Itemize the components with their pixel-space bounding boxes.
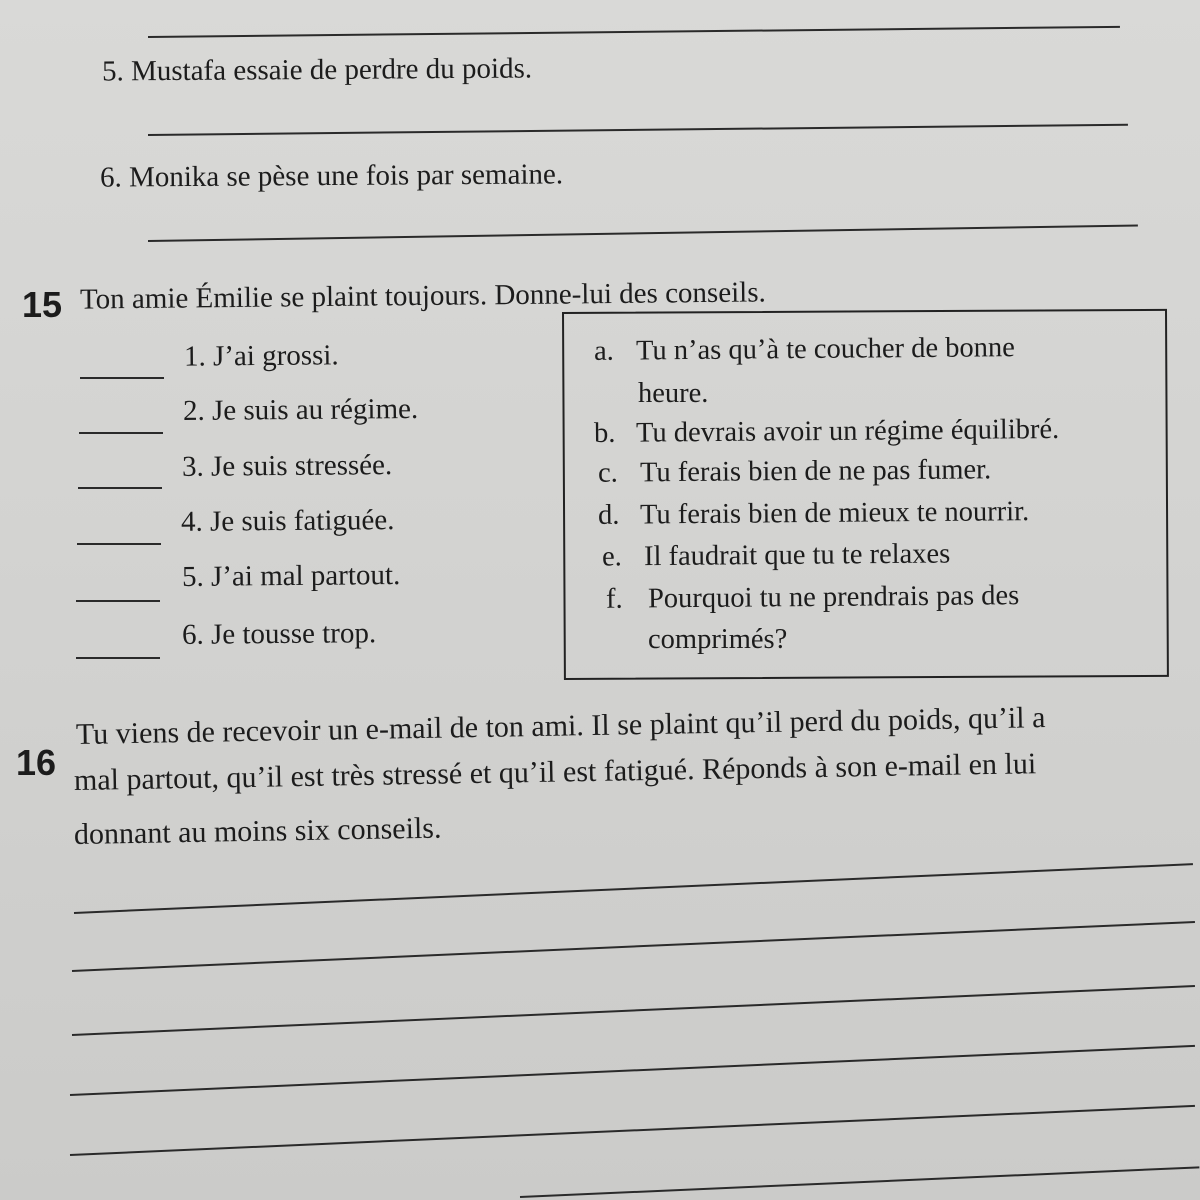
option-text: Il faudrait que tu te relaxes [643,538,951,573]
statement-3 [182,449,393,484]
option-label: d. [597,499,620,531]
question-16-line-1: Tu viens de recevoir un e-mail de ton ami. Il se plaint qu’il perd du poids, qu’il a [75,701,1046,751]
question-16-line-2: mal partout, qu’il est très stressé et qu’il est fatigué. Réponds à son e-mail en lui [73,747,1037,797]
statement-number: 4. [180,505,203,538]
option-a-continued: heure. [638,378,709,409]
statement-text: Je suis au régime. [211,392,419,427]
option-text: Tu ferais bien de mieux te nourrir. [639,496,1030,531]
answer-blank-6[interactable] [76,657,160,659]
answer-line[interactable] [148,26,1120,38]
question-15-instruction: Ton amie Émilie se plaint toujours. Donne-lui des conseils. [79,276,766,316]
writing-line[interactable] [72,921,1195,972]
item-text: Monika se pèse une fois par semaine. [128,158,564,194]
statement-number: 3. [181,450,204,483]
answer-blank-3[interactable] [78,487,162,489]
item-number: 5. [101,55,124,88]
option-f [606,580,1019,616]
option-a [594,332,1015,368]
statement-number: 6. [181,618,204,651]
statement-number: 1. [183,340,206,373]
statement-text: Je suis fatiguée. [209,504,395,538]
question-15-number: 15 [22,284,63,325]
statement-number: 5. [181,560,204,593]
option-label: a. [593,335,614,367]
previous-item-5 [102,52,532,88]
writing-line[interactable] [520,1166,1199,1198]
writing-line[interactable] [70,1105,1195,1156]
item-text: Mustafa essaie de perdre du poids. [130,52,533,88]
answer-blank-1[interactable] [80,377,164,379]
answer-blank-5[interactable] [76,600,160,602]
option-label: f. [605,583,623,615]
statement-1 [184,339,339,373]
answer-line[interactable] [148,124,1128,136]
option-text: Tu ferais bien de ne pas fumer. [639,454,992,489]
question-16-line-3: donnant au moins six conseils. [73,811,442,851]
statement-2 [183,393,418,428]
answer-blank-2[interactable] [79,432,163,434]
option-e [602,538,951,573]
option-b [594,414,1059,450]
statement-text: Je tousse trop. [210,617,377,651]
option-text: Tu n’as qu’à te coucher de bonne [635,332,1015,367]
statement-text: J’ai grossi. [212,339,339,373]
writing-line[interactable] [72,985,1195,1036]
previous-item-6 [100,158,563,194]
statement-6 [182,617,376,652]
statement-5 [182,559,401,594]
option-d [598,496,1029,532]
question-16-number: 16 [16,742,57,783]
item-number: 6. [99,161,122,194]
statement-4 [181,504,395,539]
statement-number: 2. [182,394,205,428]
option-text: Tu devrais avoir un régime équilibré. [635,413,1060,449]
option-f-continued: comprimés? [648,624,788,655]
statement-text: J’ai mal partout. [210,559,401,593]
option-label: e. [601,541,622,573]
option-label: b. [593,417,616,450]
statement-text: Je suis stressée. [210,449,393,483]
writing-line[interactable] [74,863,1193,914]
writing-line[interactable] [70,1045,1195,1096]
option-label: c. [597,457,618,489]
answer-blank-4[interactable] [77,543,161,545]
option-c [598,454,991,489]
answer-line[interactable] [148,224,1138,242]
option-text: Pourquoi tu ne prendrais pas des [647,580,1020,615]
